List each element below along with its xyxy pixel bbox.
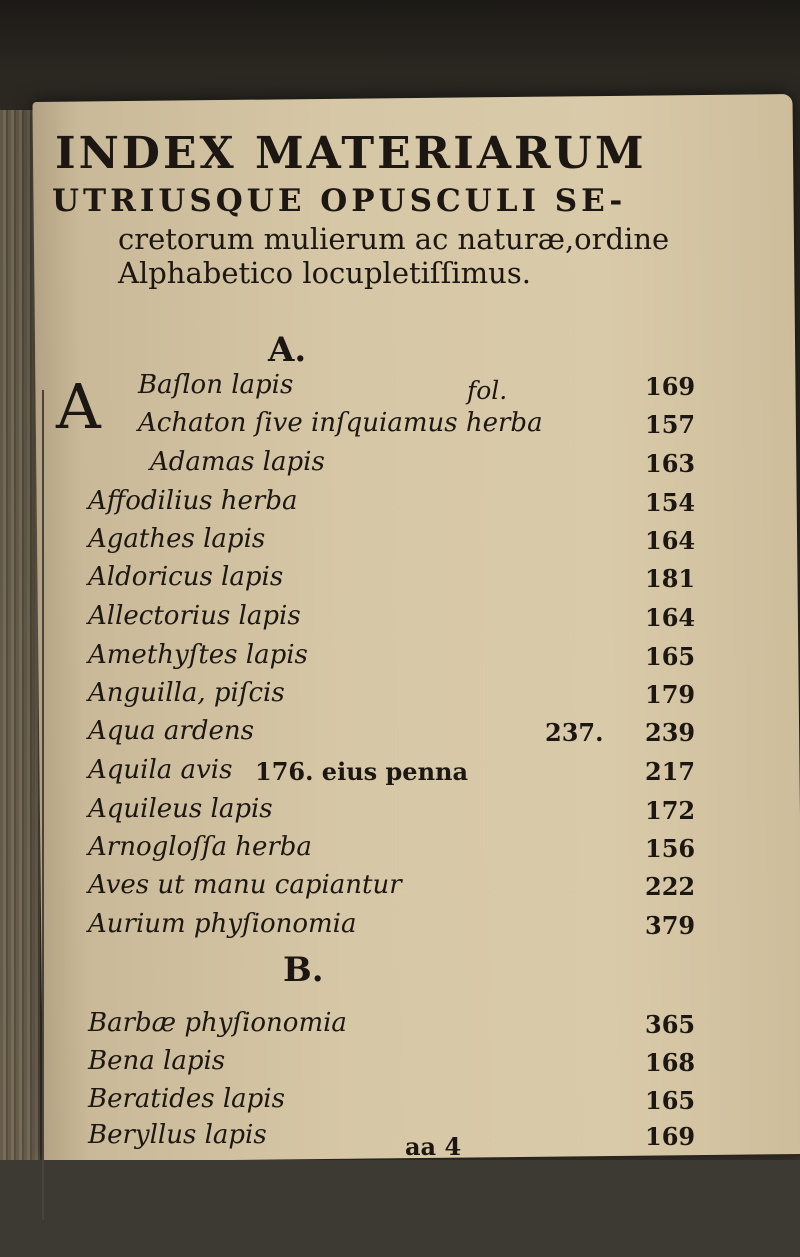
index-entry-page: 163 [645,449,696,478]
index-entry-page: 164 [645,603,696,632]
index-entry-term: Aldoricus lapis [88,562,284,592]
index-entry-page: 154 [645,488,696,517]
index-entry-term: Aqua ardens [88,716,254,746]
index-entry-page: 217 [645,757,696,786]
index-entry-term: Amethyſtes lapis [88,640,308,670]
subtitle-line-3: Alphabetico locupletiſſimus. [118,256,531,290]
index-entry-term: Aquila avis [88,755,233,785]
index-entry-page: 181 [645,564,696,593]
index-entry-term: Affodilius herba [88,486,298,516]
index-entry-term: Beryllus lapis [88,1120,267,1150]
subtitle-line-1: UTRIUSQUE OPUSCULI SE- [52,183,627,219]
index-entry-page: 379 [645,911,696,940]
index-entry-term: Aurium phyſionomia [88,909,357,939]
index-entry-extra: 176. eius penna [255,757,469,786]
index-entry-page: 165 [645,642,696,671]
subtitle-line-2: cretorum mulierum ac naturæ,ordine [118,222,670,256]
index-entry-term: Aquileus lapis [88,794,273,824]
signature-mark: aa 4 [405,1132,462,1161]
index-entry-term: Beratides lapis [88,1084,285,1114]
index-entry-page: 156 [645,834,696,863]
folio-label: fol. [467,376,508,405]
index-entry-page: 157 [645,410,696,439]
index-entry-term: Barbæ phyſionomia [88,1008,347,1038]
index-entry-term: Anguilla, piſcis [88,678,285,708]
index-entry-term: Agathes lapis [88,524,266,554]
drop-cap: A [56,370,101,443]
index-entry-page: 172 [645,796,696,825]
index-entry-term: Aves ut manu capiantur [88,870,402,900]
index-entry-page: 179 [645,680,696,709]
index-entry-page: 169 [645,372,696,401]
margin-rule [42,390,44,1220]
section-heading-b: B. [283,950,324,990]
index-entry-term: Adamas lapis [150,447,325,477]
index-entry-term: Achaton ſive inſquiamus herba [138,408,543,438]
index-entry-term: Baſlon lapis [138,370,294,400]
background-surface [0,1160,800,1257]
index-entry-extra: 237. [545,718,604,747]
index-entry-term: Arnogloſſa herba [88,832,312,862]
index-entry-page: 239 [645,718,696,747]
index-entry-term: Allectorius lapis [88,601,301,631]
index-entry-term: Bena lapis [88,1046,226,1076]
page-title: INDEX MATERIARUM [55,128,647,179]
index-entry-page: 222 [645,872,696,901]
index-entry-page: 165 [645,1086,696,1115]
index-entry-page: 365 [645,1010,696,1039]
index-entry-page: 169 [645,1122,696,1151]
index-entry-page: 168 [645,1048,696,1077]
index-entry-page: 164 [645,526,696,555]
section-heading-a: A. [268,330,307,370]
